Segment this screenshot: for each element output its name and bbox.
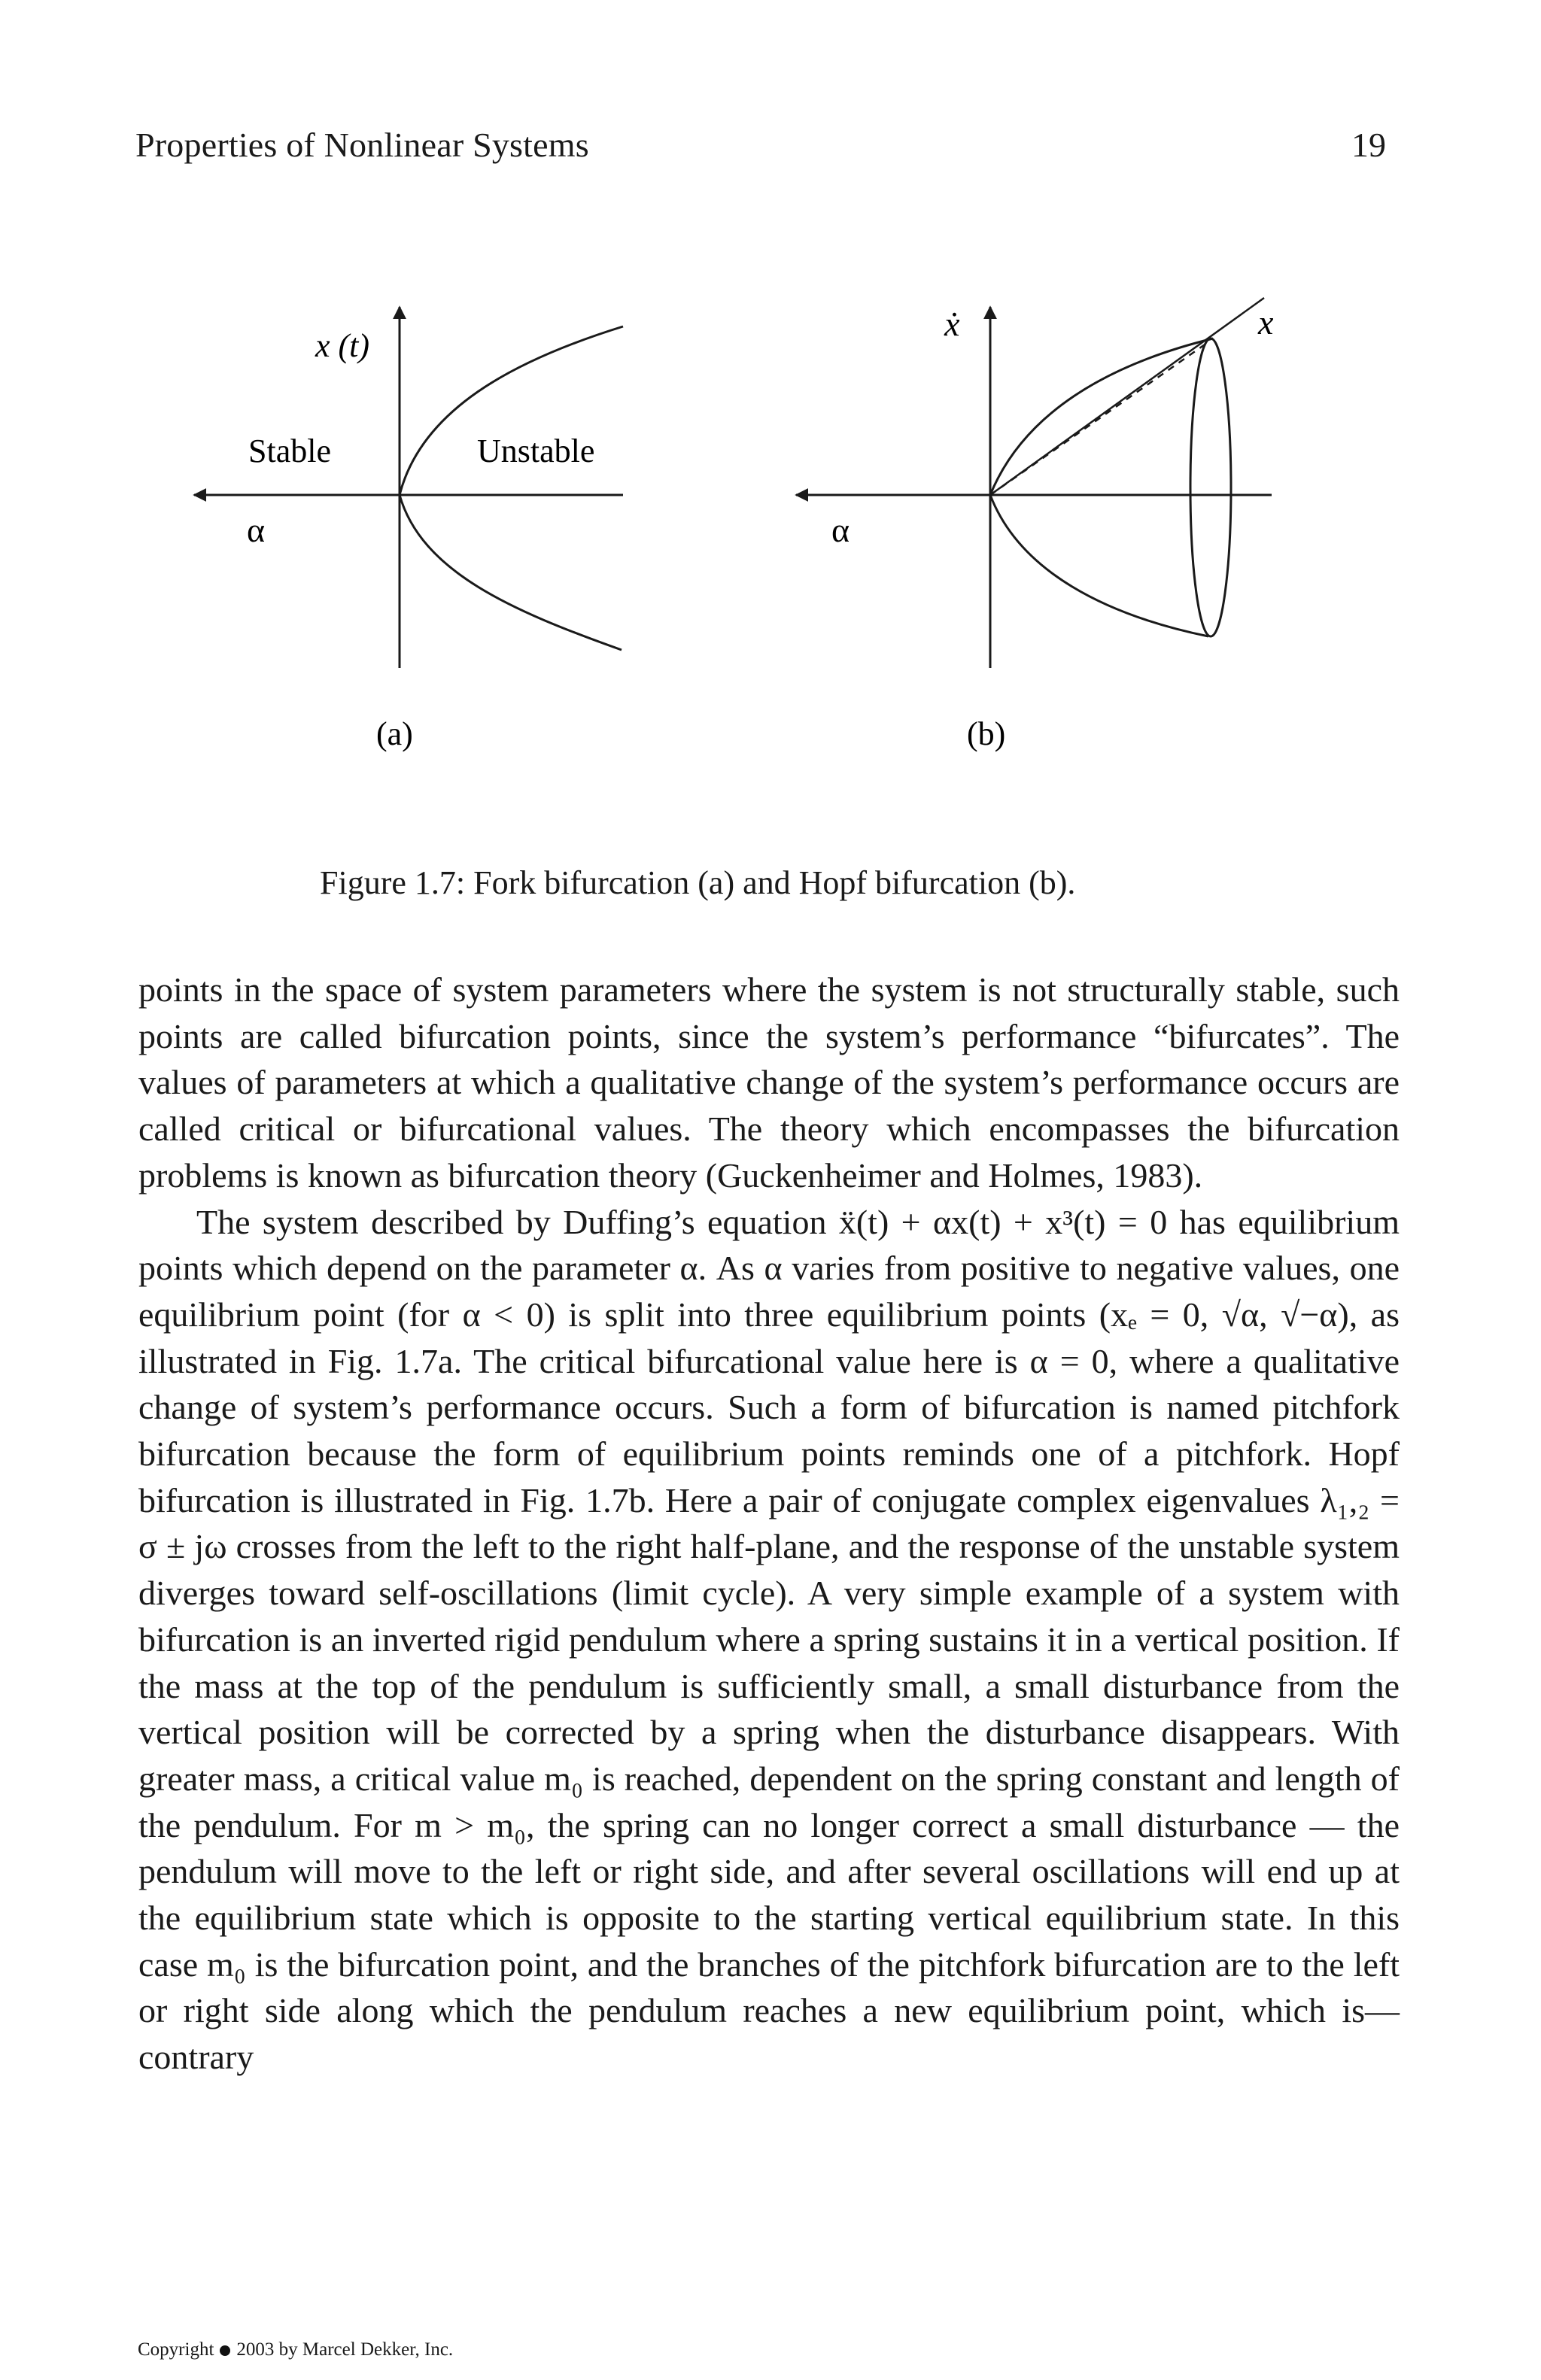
- panel-b-x-axis-oblique: [990, 298, 1264, 495]
- running-header-title: Properties of Nonlinear Systems: [135, 126, 589, 164]
- copyright-footer: [138, 2339, 453, 2360]
- panel-a-unstable-label: Unstable: [477, 433, 595, 469]
- figure-caption: Figure 1.7: Fork bifurcation (a) and Hopf bifurcation (b).: [320, 864, 1076, 901]
- panel-b: [796, 298, 1274, 752]
- panel-a-lower-branch: [400, 495, 622, 650]
- panel-a-sublabel: (a): [376, 715, 413, 752]
- copyright-text: 2003 by Marcel Dekker, Inc.: [236, 2339, 454, 2360]
- panel-a-stable-label: Stable: [248, 433, 331, 469]
- panel-b-alpha-label: α: [831, 511, 850, 549]
- panel-b-sublabel: (b): [967, 715, 1006, 752]
- panel-b-y-axis-label: ẋ: [944, 305, 960, 343]
- body-text: [138, 967, 1400, 2081]
- body-paragraph-1: points in the space of system parameters where the system is not structurally stable, such points are called bifurcation points, since the system’s performance “bifurcates”. The values of parameters at which a qualitative change of the system’s performance occurs are called critical or bifurcational values. The theory which encompasses the bifurcation problems is known as bifurcation theory (Guckenheimer and Holmes, 1983).: [138, 970, 1400, 1195]
- bifurcation-figure: [0, 0, 1541, 827]
- body-paragraph-2: The system described by Duffing’s equation ẍ(t) + αx(t) + x³(t) = 0 has equilibrium points which depend on the parameter α. As α varies from positive to negative values, one equilibrium point (for α < 0) is split into three equilibrium points (xₑ = 0, √α, √−α), as illustrated in Fig. 1.7a. The critical bifurcational value here is α = 0, where a qualitative change of system’s performance occurs. Such a form of bifurcation is named pitchfork bifurcation because the form of equilibrium points reminds one of a pitchfork. Hopf bifurcation is illustrated in Fig. 1.7b. Here a pair of conjugate complex eigenvalues λ₁,₂ = σ ± jω crosses from the left to the right half-plane, and the response of the unstable system diverges toward self-oscillations (limit cycle). A very simple example of a system with bifurcation is an inverted rigid pendulum where a spring sustains it in a vertical position. If the mass at the top of the pendulum is sufficiently small, a small disturbance from the vertical position will be corrected by a spring when the disturbance disappears. With greater mass, a critical value m₀ is reached, dependent on the spring constant and length of the pendulum. For m > m₀, the spring can no longer correct a small disturbance — the pendulum will move to the left or right side, and after several oscillations will end up at the equilibrium state which is opposite to the starting vertical equilibrium state. In this case m₀ is the bifurcation point, and the branches of the pitchfork bifurcation are to the left or right side along which the pendulum reaches a new equilibrium point, which is—contrary: [138, 1202, 1400, 2077]
- panel-a-upper-branch: [400, 326, 623, 495]
- panel-a-alpha-label: α: [247, 511, 266, 549]
- panel-b-x-axis-label: x: [1258, 303, 1274, 342]
- page-number: 19: [1351, 126, 1386, 164]
- panel-a-y-axis-label: x (t): [315, 327, 370, 364]
- panel-b-dashed-diagonal: [990, 343, 1207, 495]
- panel-b-lower-surface-curve: [990, 495, 1208, 636]
- panel-a: [194, 307, 623, 752]
- panel-b-limit-cycle: [1190, 338, 1231, 636]
- copyright-prefix: Copyright: [138, 2339, 214, 2360]
- bullet-dot-icon: [220, 2345, 230, 2356]
